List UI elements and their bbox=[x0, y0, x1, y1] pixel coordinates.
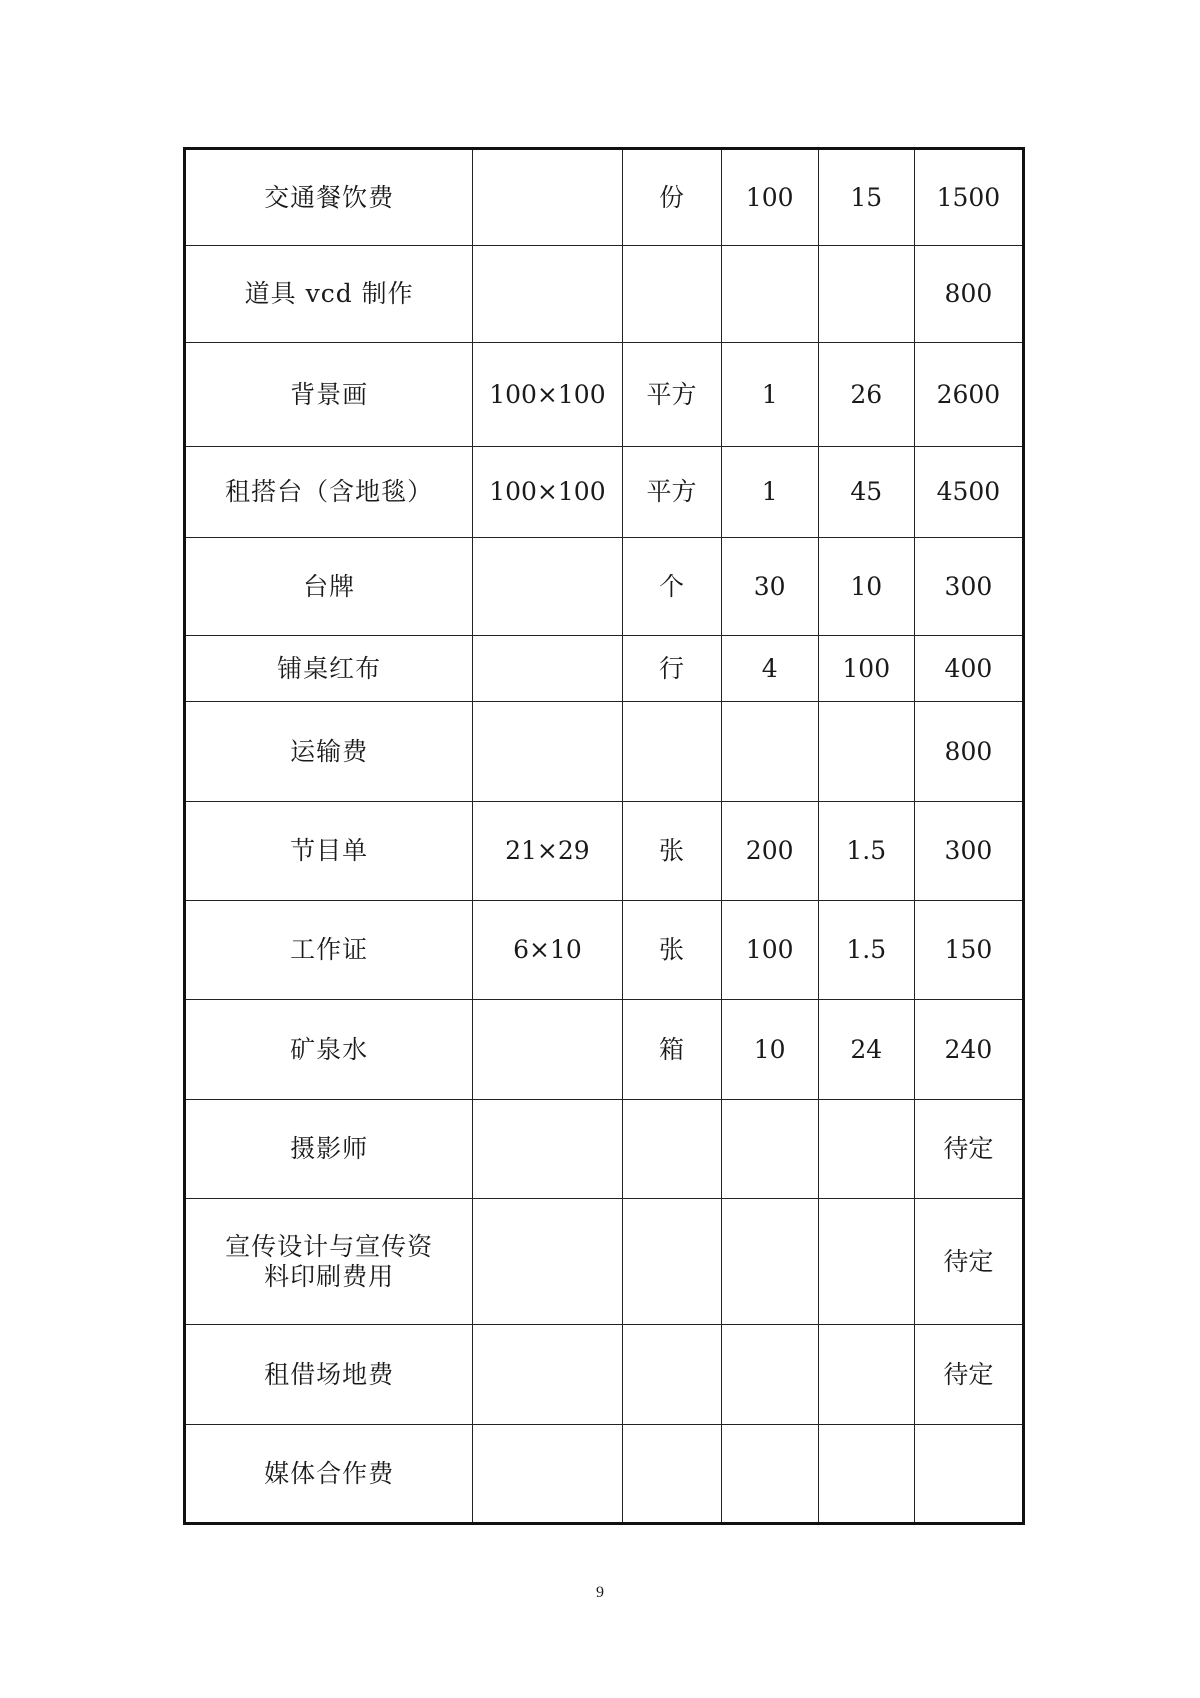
total-cell: 800 bbox=[914, 246, 1023, 343]
item-line: 宣传设计与宣传资 bbox=[225, 1231, 434, 1261]
page-number: 9 bbox=[596, 1584, 604, 1601]
item-cell: 租搭台（含地毯） bbox=[185, 447, 473, 538]
price-cell bbox=[818, 1425, 914, 1524]
total-cell: 4500 bbox=[914, 447, 1023, 538]
table-row bbox=[185, 636, 1024, 702]
unit-cell: 张 bbox=[622, 901, 721, 1000]
table-row bbox=[185, 447, 1024, 538]
total-cell: 待定 bbox=[914, 1199, 1023, 1325]
unit-cell bbox=[622, 1425, 721, 1524]
quantity-cell: 200 bbox=[721, 802, 818, 901]
price-cell: 1.5 bbox=[818, 901, 914, 1000]
unit-cell bbox=[622, 1199, 721, 1325]
item-cell: 背景画 bbox=[185, 343, 473, 447]
table-row bbox=[185, 901, 1024, 1000]
total-cell: 300 bbox=[914, 538, 1023, 636]
spec-cell bbox=[473, 636, 622, 702]
price-cell bbox=[818, 1199, 914, 1325]
unit-cell bbox=[622, 1100, 721, 1199]
total-cell: 1500 bbox=[914, 149, 1023, 246]
total-cell: 待定 bbox=[914, 1325, 1023, 1425]
quantity-cell: 1 bbox=[721, 447, 818, 538]
quantity-cell: 10 bbox=[721, 1000, 818, 1100]
spec-cell bbox=[473, 1100, 622, 1199]
spec-cell bbox=[473, 149, 622, 246]
table-row bbox=[185, 149, 1024, 246]
unit-cell: 行 bbox=[622, 636, 721, 702]
spec-cell bbox=[473, 246, 622, 343]
quantity-cell: 100 bbox=[721, 149, 818, 246]
table-row bbox=[185, 1199, 1024, 1325]
price-cell bbox=[818, 1325, 914, 1425]
price-cell: 100 bbox=[818, 636, 914, 702]
price-cell bbox=[818, 246, 914, 343]
total-cell: 2600 bbox=[914, 343, 1023, 447]
total-cell: 400 bbox=[914, 636, 1023, 702]
spec-cell: 21×29 bbox=[473, 802, 622, 901]
table-row bbox=[185, 802, 1024, 901]
price-cell: 10 bbox=[818, 538, 914, 636]
unit-cell: 平方 bbox=[622, 343, 721, 447]
item-cell: 道具 vcd 制作 bbox=[185, 246, 473, 343]
spec-cell bbox=[473, 1000, 622, 1100]
item-cell: 租借场地费 bbox=[185, 1325, 473, 1425]
item-cell: 铺桌红布 bbox=[185, 636, 473, 702]
item-cell bbox=[185, 1199, 473, 1325]
total-cell: 待定 bbox=[914, 1100, 1023, 1199]
table-row bbox=[185, 1100, 1024, 1199]
quantity-cell bbox=[721, 246, 818, 343]
unit-cell bbox=[622, 702, 721, 802]
total-cell: 300 bbox=[914, 802, 1023, 901]
item-cell: 交通餐饮费 bbox=[185, 149, 473, 246]
price-cell: 1.5 bbox=[818, 802, 914, 901]
item-cell: 摄影师 bbox=[185, 1100, 473, 1199]
quantity-cell bbox=[721, 1425, 818, 1524]
item-line: 料印刷费用 bbox=[264, 1261, 395, 1291]
table-row bbox=[185, 343, 1024, 447]
unit-cell: 份 bbox=[622, 149, 721, 246]
table-row bbox=[185, 1425, 1024, 1524]
spec-cell bbox=[473, 1325, 622, 1425]
price-cell: 45 bbox=[818, 447, 914, 538]
spec-cell: 100×100 bbox=[473, 447, 622, 538]
quantity-cell: 100 bbox=[721, 901, 818, 1000]
price-cell: 26 bbox=[818, 343, 914, 447]
budget-table bbox=[183, 147, 1025, 1525]
item-cell: 工作证 bbox=[185, 901, 473, 1000]
unit-cell: 箱 bbox=[622, 1000, 721, 1100]
spec-cell bbox=[473, 1425, 622, 1524]
quantity-cell: 1 bbox=[721, 343, 818, 447]
unit-cell bbox=[622, 1325, 721, 1425]
item-cell: 台牌 bbox=[185, 538, 473, 636]
quantity-cell: 30 bbox=[721, 538, 818, 636]
quantity-cell bbox=[721, 1325, 818, 1425]
unit-cell bbox=[622, 246, 721, 343]
quantity-cell bbox=[721, 1100, 818, 1199]
price-cell: 24 bbox=[818, 1000, 914, 1100]
spec-cell bbox=[473, 1199, 622, 1325]
total-cell: 240 bbox=[914, 1000, 1023, 1100]
table-row bbox=[185, 1325, 1024, 1425]
total-cell: 800 bbox=[914, 702, 1023, 802]
spec-cell: 6×10 bbox=[473, 901, 622, 1000]
table-row bbox=[185, 246, 1024, 343]
quantity-cell: 4 bbox=[721, 636, 818, 702]
spec-cell bbox=[473, 538, 622, 636]
table-row bbox=[185, 1000, 1024, 1100]
unit-cell: 个 bbox=[622, 538, 721, 636]
price-cell bbox=[818, 1100, 914, 1199]
item-cell: 节目单 bbox=[185, 802, 473, 901]
item-cell: 矿泉水 bbox=[185, 1000, 473, 1100]
price-cell: 15 bbox=[818, 149, 914, 246]
price-cell bbox=[818, 702, 914, 802]
table-row bbox=[185, 702, 1024, 802]
total-cell: 150 bbox=[914, 901, 1023, 1000]
total-cell bbox=[914, 1425, 1023, 1524]
item-cell: 运输费 bbox=[185, 702, 473, 802]
quantity-cell bbox=[721, 1199, 818, 1325]
item-cell: 媒体合作费 bbox=[185, 1425, 473, 1524]
quantity-cell bbox=[721, 702, 818, 802]
unit-cell: 张 bbox=[622, 802, 721, 901]
unit-cell: 平方 bbox=[622, 447, 721, 538]
spec-cell bbox=[473, 702, 622, 802]
spec-cell: 100×100 bbox=[473, 343, 622, 447]
table-row bbox=[185, 538, 1024, 636]
